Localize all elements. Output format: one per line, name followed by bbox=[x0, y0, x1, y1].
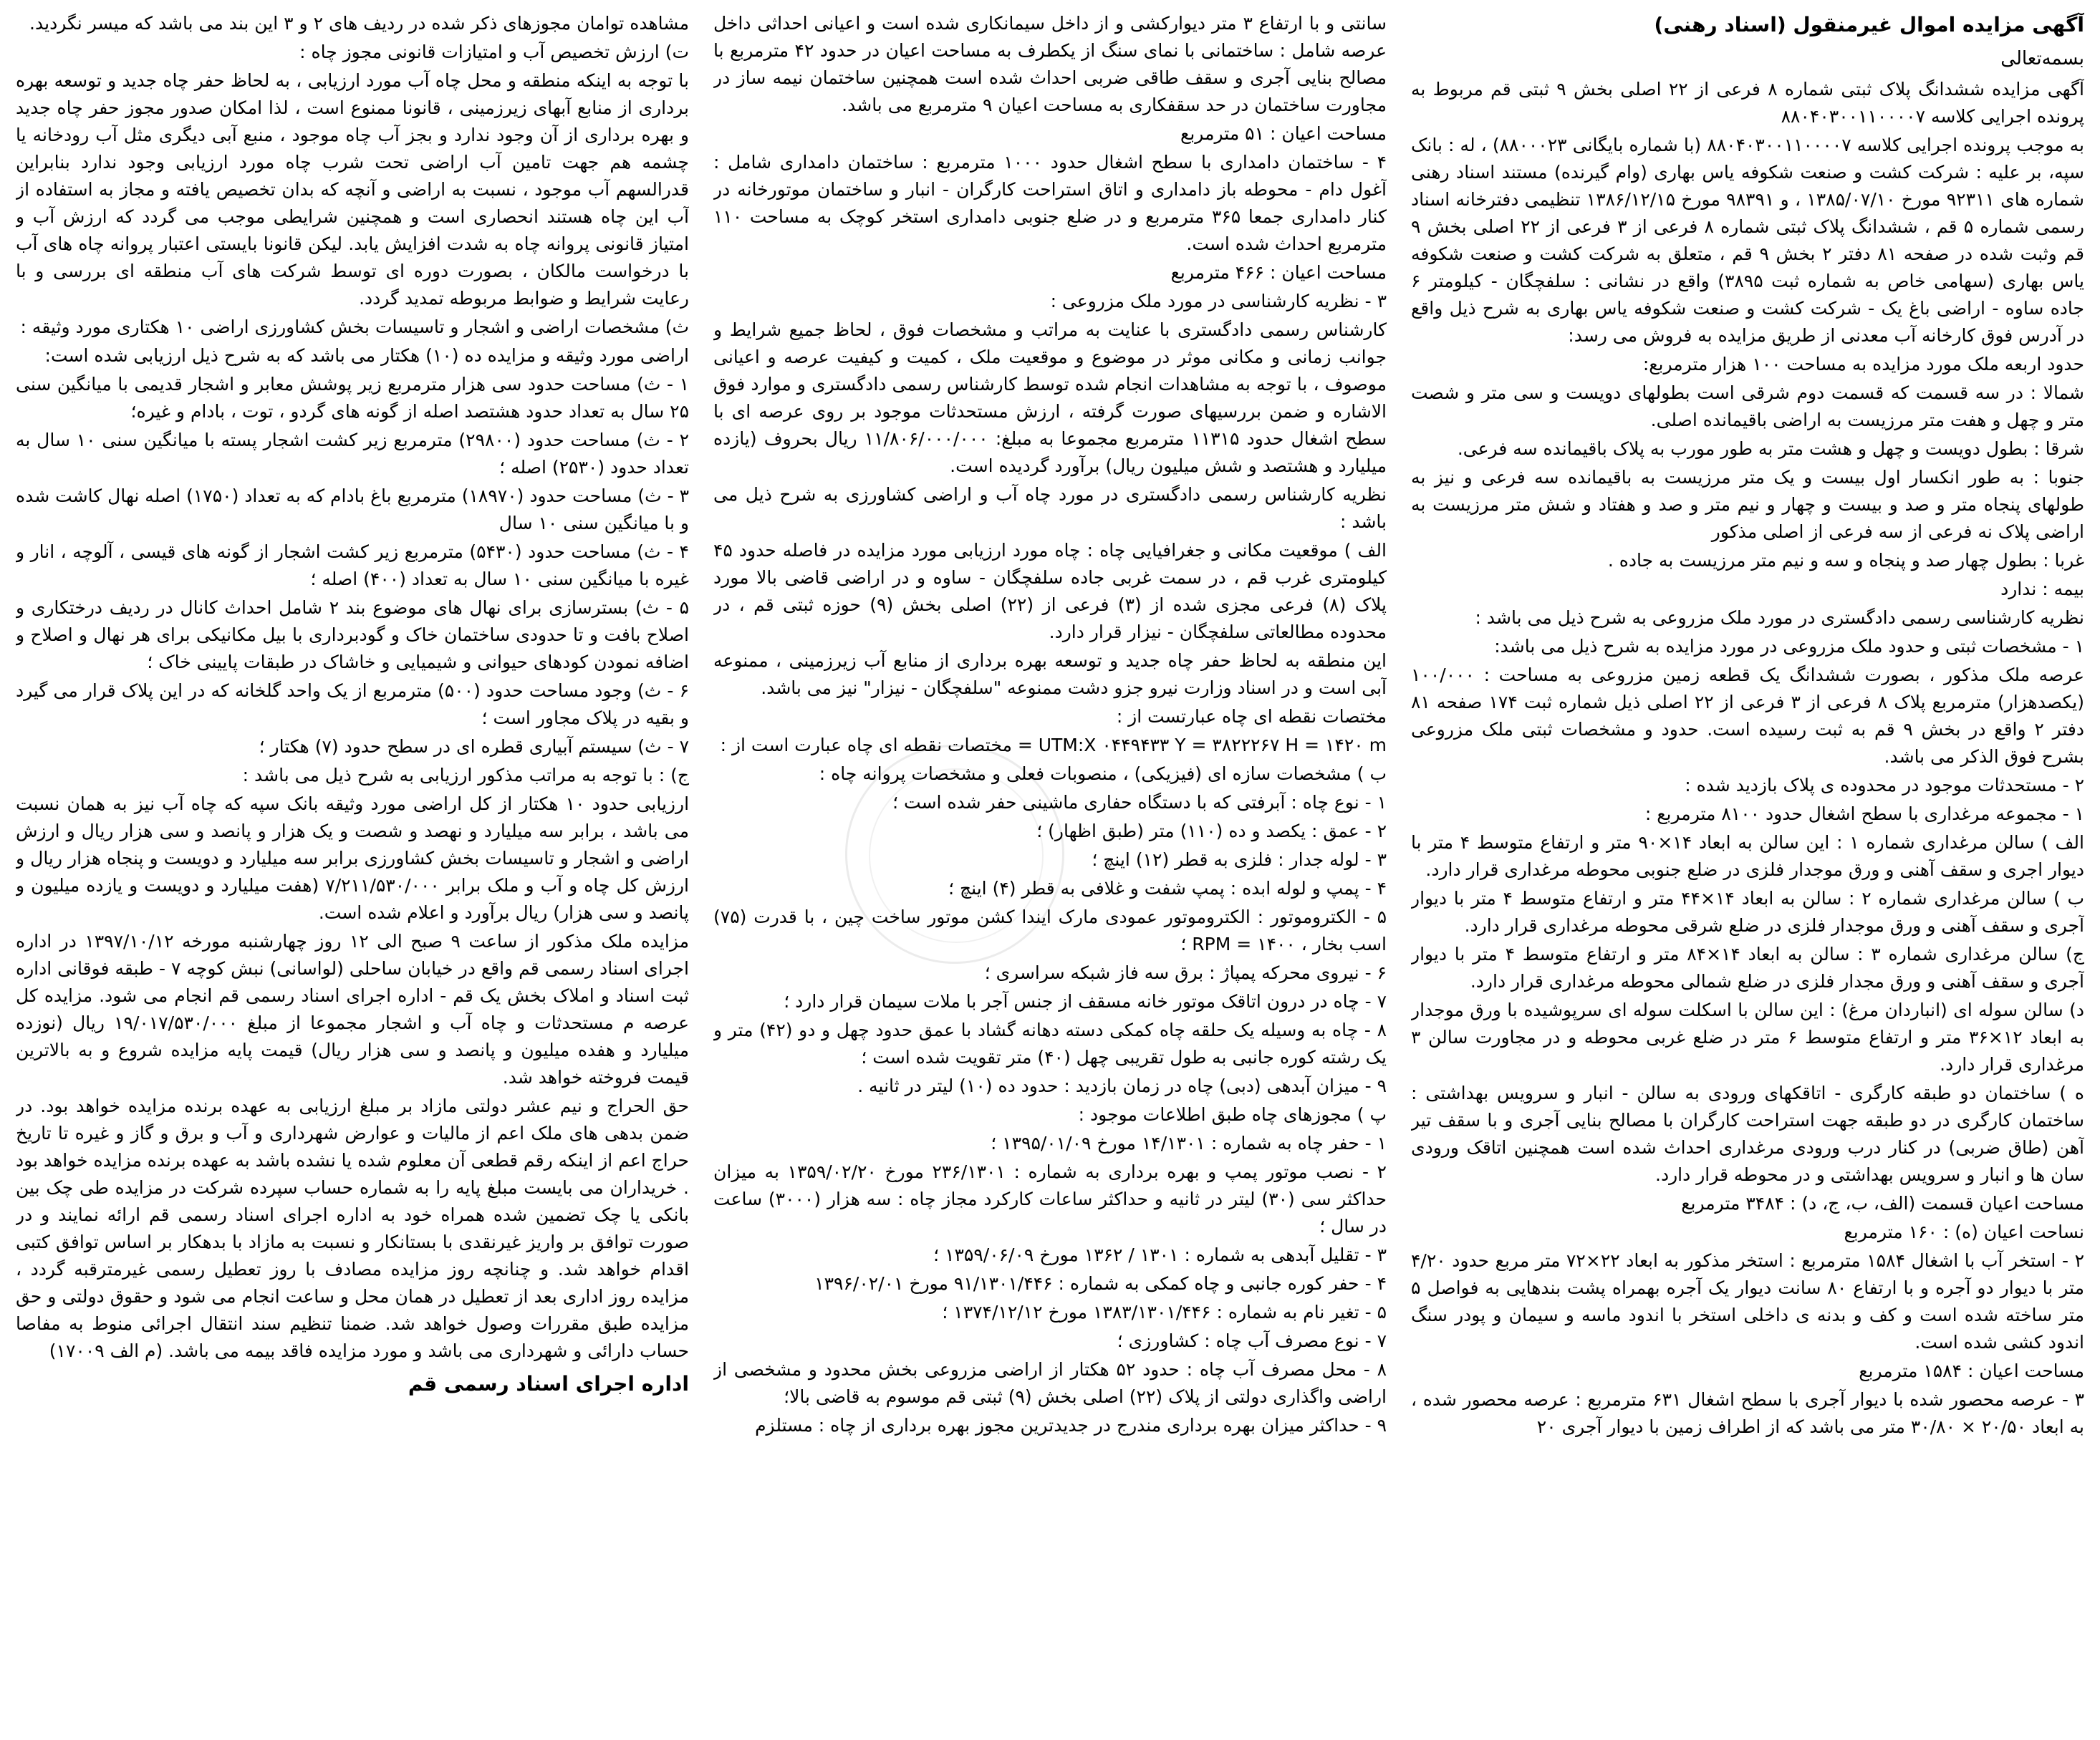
paragraph: الف ) سالن مرغداری شماره ۱ : این سالن به ابعاد ۱۴×۹۰ متر و ارتفاع متوسط ۴ متر با دیوار اجری و سقف آهنی و ورق موجدار فلزی در ضلع جنوبی محوطه مرغداری قرار دارد. bbox=[1411, 832, 2084, 881]
paragraph: الف ) موقعیت مکانی و جغرافیایی چاه : چاه مورد ارزیابی مورد مزایده در فاصله حدود ۴۵ کیلومتری غرب قم ، در سمت غربی جاده سلفچگان - ساوه و در اراضی قاضی بالا مورد پلاک (۸) فرعی مجزی شده از (۳) فرعی از (۲۲) اصلی بخش (۹) حوزه ثبتی قم ، در محدوده مطالعاتی سلفچگان - نیزار قرار دارد. bbox=[713, 540, 1387, 642]
paragraph: حدود اربعه ملک مورد مزایده به مساحت ۱۰۰ هزار مترمربع: bbox=[1642, 354, 2084, 375]
paragraph: غربا : بطول چهار صد و پنجاه و سه و نیم متر مرزیست به جاده . bbox=[1607, 550, 2084, 571]
paragraph: عرصه ملک مذکور ، بصورت ششدانگ یک قطعه زمین مزروعی به مساحت : ۱۰۰/۰۰۰ (یکصدهزار) مترمربع پلاک ۸ فرعی از ۳ فرعی از ۲۲ اصلی ذیل شماره ثبت ۱۷۴ صفحه ۸۱ دفتر ۲ واقع در بخش ۹ قم به ثبت رسیده است. حدود و مشخصات ثبتی ملک مزروعی بشرح فوق الذکر می باشد. bbox=[1411, 664, 2084, 768]
paragraph: شمالا : در سه قسمت که قسمت دوم شرقی است بطولهای دویست و سی متر و شصت متر و چهل و هفت متر مرزیست به اراضی باقیمانده اصلی. bbox=[1411, 382, 2084, 431]
column-1 bbox=[1411, 10, 2084, 1733]
paragraph: نظریه کارشناس رسمی دادگستری در مورد چاه آب و اراضی کشاورزی به شرح ذیل می باشد : bbox=[713, 484, 1387, 532]
paragraph: مساحت اعیان : ۵۱ مترمربع bbox=[1180, 123, 1387, 144]
paragraph: مساحت اعیان : ۱۵۸۴ مترمربع bbox=[1859, 1360, 2084, 1382]
paragraph: ۷ - نوع مصرف آب چاه : کشاورزی ؛ bbox=[1117, 1330, 1387, 1351]
paragraph: ۳ - تقلیل آبدهی به شماره : ۱۳۰۱ / ۱۳۶۲ مورخ ۱۳۵۹/۰۶/۰۹ ؛ bbox=[933, 1244, 1387, 1265]
notice-signature: اداره اجرای اسناد رسمی قم bbox=[408, 1372, 689, 1396]
paragraph: ج) سالن مرغداری شماره ۳ : سالن به ابعاد ۱۴×۸۴ متر و ارتفاع متوسط ۴ متر با دیوار آجری و سقف آهنی و ورق مجدار فلزی در ضلع شمالی محوطه مرغداری قرار دارد. bbox=[1411, 944, 2084, 992]
paragraph: ۶ - نیروی محرکه پمپاژ : برق سه فاز شبکه سراسری ؛ bbox=[984, 962, 1387, 983]
paragraph: ۱ - مشخصات ثبتی و حدود ملک مزروعی در مورد مزایده به شرح ذیل می باشد: bbox=[1494, 636, 2084, 657]
paragraph: این منطقه به لحاظ حفر چاه جدید و توسعه بهره برداری از منابع آب زیرزمینی ، ممنوعه آبی است و در اسناد وزارت نیرو جزو دشت ممنوعه "سلفچگان - نیزار" نیز می باشد. bbox=[713, 650, 1387, 698]
paragraph: ۲ - ث) مساحت حدود (۲۹۸۰۰) مترمربع زیر کشت اشجار پسته با میانگین سنی ۱۰ سال به تعداد حدود (۲۵۳۰) اصله ؛ bbox=[16, 430, 689, 478]
paragraph: پ ) مجوزهای چاه طبق اطلاعات موجود : bbox=[1078, 1104, 1387, 1125]
paragraph: ۴ - ث) مساحت حدود (۵۴۳۰) مترمربع زیر کشت اشجار از گونه های قیسی ، آلوچه ، انار و غیره با میانگین سنی ۱۰ سال به تعداد (۴۰۰) اصله ؛ bbox=[16, 541, 689, 589]
paragraph: ۱ - حفر چاه به شماره : ۱۴/۱۳۰۱ مورخ ۱۳۹۵/۰۱/۰۹ ؛ bbox=[991, 1133, 1387, 1154]
paragraph: اراضی مورد وثیقه و مزایده ده (۱۰) هکتار می باشد که به شرح ذیل ارزیابی شده است: bbox=[44, 345, 689, 366]
paragraph: ۶ - ث) وجود مساحت حدود (۵۰۰) مترمربع از یک واحد گلخانه که در این پلاک قرار می گیرد و بقیه در پلاک مجاور است ؛ bbox=[16, 680, 689, 728]
paragraph: ۳ - لوله جدار : فلزی به قطر (۱۲) اینچ ؛ bbox=[1092, 849, 1387, 870]
paragraph: ۷ - چاه در درون اتاقک موتور خانه مسقف از جنس آجر با ملات سیمان قرار دارد ؛ bbox=[784, 991, 1387, 1012]
paragraph: سانتی و با ارتفاع ۳ متر دیوارکشی و از داخل سیمانکاری شده است و اعیانی احداثی داخل عرصه شامل : ساختمانی با نمای سنگ از یکطرف به مساحت اعیان در حدود ۴۲ مترمربع با مصالح بنایی آجری و سقف طاقی ضربی احداث شده است همچنین ساختمان نیمه ساز در مجاورت ساختمان در حد سقفکاری به مساحت اعیان ۹ مترمربع می باشد. bbox=[713, 13, 1387, 115]
paragraph: ث) مشخصات اراضی و اشجار و تاسیسات بخش کشاورزی اراضی ۱۰ هکتاری مورد وثیقه : bbox=[20, 316, 689, 337]
paragraph: ۴ - ساختمان دامداری با سطح اشغال حدود ۱۰۰۰ مترمربع : ساختمان دامداری شامل : آغول دام - محوطه باز دامداری و اتاق استراحت کارگران - انبار و ساختمان موتورخانه در کنار دامداری جمعا ۳۶۵ مترمربع و در ضلع جنوبی دامداری استخر کوچک به مساحت ۱۱۰ مترمربع احداث شده است. bbox=[713, 152, 1387, 254]
paragraph: ه ) ساختمان دو طبقه کارگری - اتاقکهای ورودی به سالن - انبار و سرویس بهداشتی : ساختمان کارگری در دو طبقه جهت استراحت کارگران با مصالح بنایی آجری و با سقف تیر آهن (طاق ضربی) در کنار درب ورودی مرغداری احداث شده است همچنین اتاقک ورودی سان ها و انبار و سرویس بهداشتی و در محوطه قرار دارد. bbox=[1411, 1083, 2084, 1186]
paragraph: ۹ - میزان آبدهی (دبی) چاه در زمان بازدید : حدود ده (۱۰) لیتر در ثانیه . bbox=[857, 1076, 1387, 1096]
paragraph: ۲ - نصب موتور پمپ و بهره برداری به شماره : ۲۳۶/۱۳۰۱ مورخ ۱۳۵۹/۰۲/۲۰ به میزان حداکثر سی (۳۰) لیتر در ثانیه و حداکثر ساعات کارکرد مجاز چاه : سه هزار (۳۰۰۰) ساعت در سال ؛ bbox=[713, 1161, 1387, 1237]
column-2-body bbox=[713, 10, 1387, 1439]
paragraph: ۳ - عرصه محصور شده با دیوار آجری با سطح اشغال ۶۳۱ مترمربع : عرصه محصور شده ، به ابعاد ۲۰/۵۰ × ۳۰/۸۰ متر می باشد که از اطراف زمین با دیوار آجری ۲۰ bbox=[1411, 1389, 2084, 1438]
paragraph: ۲ - مستحدثات موجود در محدوده ی پلاک بازدید شده : bbox=[1685, 775, 2084, 796]
paragraph: با توجه به اینکه منطقه و محل چاه آب مورد ارزیابی ، به لحاظ حفر چاه جدید و توسعه بهره برداری از منابع آبهای زیرزمینی ، قانونا ممنوع است ، لذا امکان صدور مجوز حفر چاه جدید و بهره برداری از آن وجود ندارد و بجز آب چاه موجود ، منبع آبی دیگری مثل آب رودخانه یا چشمه هم جهت تامین آب اراضی تحت شرب چاه مورد ارزیابی وجود ندارد بنابراین قدرالسهم آب موجود ، نسبت به اراضی و آنچه که بدان تخصیص یافته و مجاز به استفاده از آب این چاه هستند انحصاری است و همچنین شرایطی موجب می گردد که ارزش آب و امتیاز قانونی پروانه چاه به شدت افزایش یابد. لیکن قانونا بایستی اعتبار پروانه چاه های آب با درخواست مالکان ، بصورت دوره ای توسط شرکت های آب منطقه ای بررسی و با رعایت شرایط و ضوابط مربوطه تمدید گردد. bbox=[16, 70, 689, 309]
paragraph: مزایده ملک مذکور از ساعت ۹ صبح الی ۱۲ روز چهارشنبه مورخه ۱۳۹۷/۱۰/۱۲ در اداره اجرای اسناد رسمی قم واقع در خیابان ساحلی (لواسانی) نبش کوچه ۷ - طبقه فوقانی اداره ثبت اسناد و املاک بخش یک قم - اداره اجرای اسناد رسمی قم انجام می شود. مزایده کل عرصه م مستحدثات و چاه آب و اشجار مجموعا از مبلغ ۱۹/۰۱۷/۵۳۰/۰۰۰ ریال (نوزده میلیارد و هفده میلیون و پانصد و سی هزار ریال) قیمت پایه مزایده شروع و به بالاترین قیمت فروخته خواهد شد. bbox=[16, 931, 689, 1088]
paragraph: ۴ - حفر کوره جانبی و چاه کمکی به شماره : ۹۱/۱۳۰۱/۴۴۶ مورخ ۱۳۹۶/۰۲/۰۱ bbox=[814, 1273, 1387, 1294]
paragraph: جنوبا : به طور انکسار اول بیست و یک متر مرزیست به باقیمانده سه فرعی و نیز به طولهای پنجاه متر و صد و بیست و چهار و نیم متر و صد و هفتاد و شش متر مرزیست به اراضی پلاک نه فرعی از سه فرعی از اصلی مذکور bbox=[1411, 467, 2084, 543]
paragraph: ۸ - چاه به وسیله یک حلقه چاه کمکی دسته دهانه گشاد با عمق حدود چهل و دو (۴۲) متر و یک رشته کوره جانبی به طول تقریبی چهل (۴۰) متر تقویت شده است ؛ bbox=[713, 1020, 1387, 1068]
paragraph: ۷ - ث) سیستم آبیاری قطره ای در سطح حدود (۷) هکتار ؛ bbox=[259, 736, 689, 757]
paragraph: ۵ - ث) بسترسازی برای نهال های موضوع بند ۲ شامل احداث کانال در ردیف درختکاری و اصلاح بافت و تا حدودی ساختمان خاک و گودبرداری با بیل مکانیکی برای هر نهال و اصلاح و اضافه نمودن کودهای حیوانی و شیمیایی و خاشاک در طبقات پایینی خاک ؛ bbox=[16, 597, 689, 672]
paragraph: ۲ - استخر آب با اشغال ۱۵۸۴ مترمربع : استخر مذکور به ابعاد ۲۲×۷۲ متر مربع حدود ۴/۲۰ متر با دیوار دو آجره و با ارتفاع ۸۰ سانت دیوار یک آجره بهمراه پشت بندهایی به فواصل ۵ متر ساخته شده است و کف و بدنه ی داخلی استخر با اندود ماسه و سیمان و پودر سنگ اندود کشی شده است. bbox=[1411, 1250, 2084, 1353]
paragraph: ارزیابی حدود ۱۰ هکتار از کل اراضی مورد وثیقه بانک سپه که چاه آب نیز به همان نسبت می باشد ، برابر سه میلیارد و نهصد و شصت و یک هزار و پانصد و سی هزار ریال و ارزش اراضی و اشجار و تاسیسات بخش کشاورزی برابر سه میلیارد و دویست و پنجاه هزار ریال و ارزش کل چاه و آب و ملک برابر ۷/۲۱۱/۵۳۰/۰۰۰ (هفت میلیارد و دویست و یازده میلیون و پانصد و سی هزار) ریال برآورد و اعلام شده است. bbox=[16, 793, 689, 923]
paragraph: ۲ - عمق : یکصد و ده (۱۱۰) متر (طبق اظهار) ؛ bbox=[1036, 821, 1387, 841]
column-3 bbox=[16, 10, 689, 1733]
paragraph: ج) : با توجه به مراتب مذکور ارزیابی به شرح ذیل می باشد : bbox=[242, 765, 689, 786]
column-1-body bbox=[1411, 76, 2084, 1441]
paragraph: ب ) مشخصات سازه ای (فیزیکی) ، منصوبات فعلی و مشخصات پروانه چاه : bbox=[819, 763, 1387, 784]
paragraph: ۹ - حداکثر میزان بهره برداری مندرج در جدیدترین مجوز بهره برداری از چاه : مستلزم bbox=[755, 1415, 1387, 1436]
notice-headline: آگهی مزایده اموال غیرمنقول (اسناد رهنی) bbox=[1654, 13, 2084, 37]
paragraph: مختصات نقطه ای چاه عبارتست از : bbox=[1116, 706, 1387, 727]
paragraph: مشاهده توامان مجوزهای ذکر شده در ردیف های ۲ و ۳ این بند می باشد که میسر نگردید. bbox=[29, 13, 689, 34]
paragraph: ۵ - الکتروموتور : الکتروموتور عمودی مارک ایندا کشن موتور ساخت چین ، با قدرت (۷۵) اسب بخار ، RPM = ۱۴۰۰ ؛ bbox=[713, 907, 1387, 954]
basmala: بسمه‌تعالی bbox=[2000, 47, 2084, 69]
paragraph: مساحت اعیان قسمت (الف، ب، ج، د) : ۳۴۸۴ مترمربع bbox=[1681, 1193, 2084, 1214]
paragraph: ۸ - محل مصرف آب چاه : حدود ۵۲ هکتار از اراضی مزروعی بخش محدود و مشخصی از اراضی واگذاری دولتی از پلاک (۲۲) اصلی بخش (۹) ثبتی قم موسوم به قاضی بالا؛ bbox=[713, 1359, 1387, 1407]
paragraph: UTM:X ۰۴۴۹۴۳۳ Y = ۳۸۲۲۲۶۷ H = ۱۴۲۰ m = مختصات نقطه ای چاه عبارت است از : bbox=[720, 735, 1387, 755]
paragraph: د) سالن سوله ای (انباردان مرغ) : این سالن با اسکلت سوله ای سرپوشیده با ورق موجدار به ابعاد ۱۲×۳۶ متر و ارتفاع متوسط ۶ متر در ضلع غربی محوطه و در مجاورت سالن ۳ مرغداری قرار دارد. bbox=[1411, 1000, 2084, 1076]
paragraph: حق الحراج و نیم عشر دولتی مازاد بر مبلغ ارزیابی به عهده برنده مزایده خواهد بود. در ضمن بدهی های ملک اعم از مالیات و عوارض شهرداری و آب و برق و گاز و غیره تا تاریخ حراج اعم از اینکه رقم قطعی آن معلوم شده یا نشده باشد به عهده برنده مزایده خواهد بود . خریداران می بایست مبلغ پایه را به شماره حساب سپرده شرکت در مزایده طی چک بین بانکی یا چک تضمین شده همراه خود به اداره اجرای اسناد رسمی قم ارائه نمایند و در صورت توافق بر واریز غیرنقدی با بستانکار و نسبت به مازاد با بدهکار بر اساس توافق کتبی اقدام خواهد شد. و چنانچه روز مزایده مصادف با روز تعطیل رسمی غیرمترقبه گردد ، مزایده روز اداری بعد از تعطیل در همان محل و ساعت انجام می شود و حقوق دولتی و حق مزایده طبق مقررات وصول خواهد شد. ضمنا تنظیم سند انتقال اجرائی منوط به مفاصا حساب دارائی و شهرداری می باشد و مورد مزایده فاقد بیمه می باشد. (م الف ۱۷۰۰۹) bbox=[16, 1096, 689, 1361]
paragraph: ۳ - نظریه کارشناسی در مورد ملک مزروعی : bbox=[1050, 291, 1387, 311]
paragraph: ۳ - ث) مساحت حدود (۱۸۹۷۰) مترمربع باغ بادام که به تعداد (۱۷۵۰) اصله نهال کاشت شده و با میانگین سنی ۱۰ سال bbox=[16, 485, 689, 533]
paragraph: نظریه کارشناسی رسمی دادگستری در مورد ملک مزروعی به شرح ذیل می باشد : bbox=[1475, 607, 2084, 629]
paragraph: ۱ - نوع چاه : آبرفتی که با دستگاه حفاری ماشینی حفر شده است ؛ bbox=[892, 792, 1387, 813]
paragraph: ۱ - مجموعه مرغداری با سطح اشغال حدود ۸۱۰۰ مترمربع : bbox=[1644, 803, 2084, 825]
paragraph: ب ) سالن مرغداری شماره ۲ : سالن به ابعاد ۱۴×۴۴ متر و ارتفاع متوسط ۴ متر با دیوار آجری و سقف آهنی و ورق موجدار فلزی در ضلع شرقی محوطه مرغداری قرار دارد. bbox=[1411, 888, 2084, 937]
paragraph: نساحت اعیان (ه) : ۱۶۰ مترمربع bbox=[1844, 1222, 2084, 1243]
paragraph: ت) ارزش تخصیص آب و امتیازات قانونی مجوز چاه : bbox=[299, 42, 689, 62]
paragraph: به موجب پرونده اجرایی کلاسه ۸۸۰۴۰۳۰۰۱۱۰۰۰۰۷ (با شماره بایگانی ۸۸۰۰۰۲۳) ، له : بانک سپه، بر علیه : شرکت کشت و صنعت شکوفه یاس بهاری (وام گیرنده) مستند اسناد رهنی شماره های ۹۲۳۱۱ مورخ ۱۳۸۵/۰۷/۱۰ ، و ۹۸۳۹۱ مورخ ۱۳۸۶/۱۲/۱۵ تنظیمی دفترخانه اسناد رسمی شماره ۵ قم ، ششدانگ پلاک ثبتی شماره ۸ فرعی از ۳ فرعی از ۲۲ اصلی بخش ۹ قم وثبت شده در صفحه ۸۱ دفتر ۲ بخش ۹ قم ، متعلق به شرکت کشت و صنعت شکوفه یاس بهاری (سهامی خاص به شماره ثبت ۳۸۹۵) واقع در نشانی : سلفچگان - کیلومتر ۶ جاده ساوه - اراضی باغ یک - شرکت کشت و صنعت شکوفه یاس بهاری به شرح ذیل واقع در آدرس فوق کارخانه آب معدنی از طریق مزایده به فروش می رسد: bbox=[1411, 135, 2084, 347]
column-2 bbox=[713, 10, 1387, 1733]
paragraph: ۱ - ث) مساحت حدود سی هزار مترمربع زیر پوشش معابر و اشجار قدیمی با میانگین سنی ۲۵ سال به تعداد حدود هشتصد اصله از گونه های گردو ، توت ، بادام و غیره؛ bbox=[16, 374, 689, 422]
paragraph: مساحت اعیان : ۴۶۶ مترمربع bbox=[1170, 262, 1387, 283]
paragraph: ۴ - پمپ و لوله ابده : پمپ شفت و غلافی به قطر (۴) اینچ ؛ bbox=[948, 878, 1387, 899]
column-3-body bbox=[16, 10, 689, 1365]
paragraph: شرقا : بطول دویست و چهل و هشت متر به طور مورب به پلاک باقیمانده سه فرعی. bbox=[1457, 438, 2084, 460]
paragraph: آگهی مزایده ششدانگ پلاک ثبتی شماره ۸ فرعی از ۲۲ اصلی بخش ۹ ثبتی قم مربوط به پرونده اجرایی کلاسه ۸۸۰۴۰۳۰۰۱۱۰۰۰۰۷ bbox=[1411, 79, 2084, 127]
paragraph: کارشناس رسمی دادگستری با عنایت به مراتب و مشخصات فوق ، لحاظ جمیع شرایط و جوانب زمانی و مکانی موثر در موضوع و موقعیت ملک ، کمیت و کیفیت عرصه و اعیانی موصوف ، با توجه به مشاهدات انجام شده توسط کارشناس رسمی دادگستری و موارد فوق الاشاره و ضمن بررسیهای صورت گرفته ، ارزش مستحدثات موجود بر روی عرصه ای با سطح اشغال حدود ۱۱۳۱۵ مترمربع مجموعا به مبلغ: ۱۱/۸۰۶/۰۰۰/۰۰۰ ریال بحروف (یازده میلیارد و هشتصد و شش میلیون ریال) برآورد گردیده است. bbox=[713, 319, 1387, 476]
paragraph: بیمه : ندارد bbox=[2000, 579, 2084, 600]
paragraph: ۵ - تغیر نام به شماره : ۱۳۸۳/۱۳۰۱/۴۴۶ مورخ ۱۳۷۴/۱۲/۱۲ ؛ bbox=[942, 1302, 1387, 1323]
